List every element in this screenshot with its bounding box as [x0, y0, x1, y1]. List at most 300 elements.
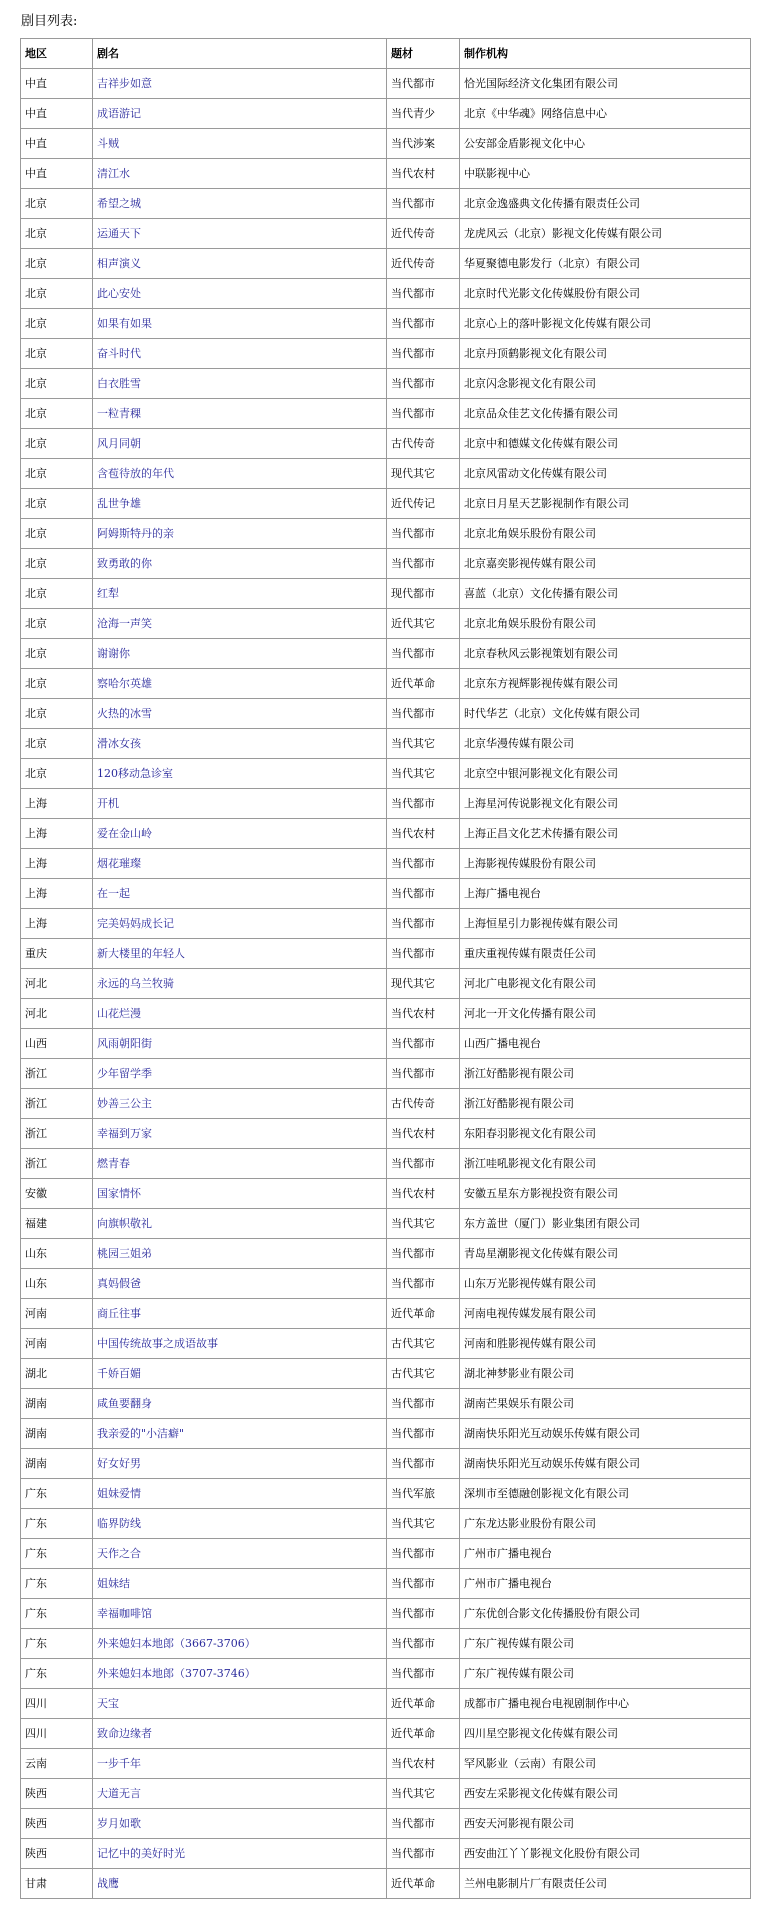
title-cell: [93, 219, 387, 249]
genre-cell: 近代革命: [387, 1719, 460, 1749]
region-cell: 广东: [21, 1599, 93, 1629]
title-cell: [93, 339, 387, 369]
genre-cell: 当代都市: [387, 1449, 460, 1479]
region-cell: 北京: [21, 249, 93, 279]
producer-cell: 兰州电影制片厂有限责任公司: [460, 1869, 751, 1899]
table-row: [21, 69, 751, 99]
region-cell: 浙江: [21, 1149, 93, 1179]
genre-cell: 近代革命: [387, 669, 460, 699]
drama-title-link[interactable]: 沧海一声笑: [97, 616, 152, 630]
region-cell: 重庆: [21, 939, 93, 969]
table-row: [21, 939, 751, 969]
producer-cell: 浙江哇吼影视文化有限公司: [460, 1149, 751, 1179]
drama-title-link[interactable]: 滑冰女孩: [97, 736, 141, 750]
region-cell: 北京: [21, 549, 93, 579]
genre-cell: 当代都市: [387, 1629, 460, 1659]
producer-cell: 河南电视传媒发展有限公司: [460, 1299, 751, 1329]
drama-title-link[interactable]: 姐妹爱情: [97, 1486, 141, 1500]
region-cell: 广东: [21, 1539, 93, 1569]
region-cell: 河北: [21, 999, 93, 1029]
table-row: [21, 399, 751, 429]
producer-cell: 喜蓝（北京）文化传播有限公司: [460, 579, 751, 609]
title-cell: [93, 99, 387, 129]
region-cell: 北京: [21, 639, 93, 669]
genre-cell: 近代传奇: [387, 249, 460, 279]
genre-cell: 现代其它: [387, 969, 460, 999]
region-cell: 河南: [21, 1299, 93, 1329]
drama-title-link[interactable]: 察哈尔英雄: [97, 676, 152, 690]
genre-cell: 当代都市: [387, 1239, 460, 1269]
drama-title-link[interactable]: 临界防线: [97, 1516, 141, 1530]
title-cell: [93, 1629, 387, 1659]
region-cell: 湖北: [21, 1359, 93, 1389]
region-cell: 云南: [21, 1749, 93, 1779]
genre-cell: 当代农村: [387, 1119, 460, 1149]
genre-cell: 当代都市: [387, 1839, 460, 1869]
region-cell: 北京: [21, 579, 93, 609]
table-row: [21, 1719, 751, 1749]
region-cell: 上海: [21, 879, 93, 909]
header-producer: 制作机构: [460, 39, 751, 69]
genre-cell: 当代都市: [387, 1389, 460, 1419]
title-cell: [93, 309, 387, 339]
producer-cell: 西安天河影视有限公司: [460, 1809, 751, 1839]
drama-title-link[interactable]: 记忆中的美好时光: [97, 1846, 185, 1860]
drama-title-link[interactable]: 斗贼: [97, 136, 119, 150]
genre-cell: 当代青少: [387, 99, 460, 129]
producer-cell: 北京时代光影文化传媒股份有限公司: [460, 279, 751, 309]
producer-cell: 广东广视传媒有限公司: [460, 1659, 751, 1689]
producer-cell: 恰光国际经济文化集团有限公司: [460, 69, 751, 99]
region-cell: 北京: [21, 189, 93, 219]
title-cell: [93, 519, 387, 549]
region-cell: 北京: [21, 309, 93, 339]
producer-cell: 北京丹顶鹤影视文化有限公司: [460, 339, 751, 369]
table-header-row: [21, 39, 751, 69]
region-cell: 浙江: [21, 1119, 93, 1149]
title-cell: [93, 1839, 387, 1869]
drama-title-link[interactable]: 120移动急诊室: [97, 766, 173, 780]
drama-title-link[interactable]: 幸福到万家: [97, 1126, 152, 1140]
genre-cell: 当代都市: [387, 939, 460, 969]
drama-title-link[interactable]: 致命边缘者: [97, 1726, 152, 1740]
drama-title-link[interactable]: 外来媳妇本地郎（3707-3746）: [97, 1666, 256, 1680]
genre-cell: 当代其它: [387, 1209, 460, 1239]
region-cell: 湖南: [21, 1419, 93, 1449]
region-cell: 北京: [21, 519, 93, 549]
producer-cell: 公安部金盾影视文化中心: [460, 129, 751, 159]
table-row: [21, 1209, 751, 1239]
region-cell: 北京: [21, 459, 93, 489]
genre-cell: 当代都市: [387, 1149, 460, 1179]
producer-cell: 东方盖世（厦门）影业集团有限公司: [460, 1209, 751, 1239]
table-row: [21, 789, 751, 819]
region-cell: 上海: [21, 789, 93, 819]
genre-cell: 近代传奇: [387, 219, 460, 249]
drama-title-link[interactable]: 火热的冰雪: [97, 706, 152, 720]
producer-cell: 北京日月星天艺影视制作有限公司: [460, 489, 751, 519]
header-title: 剧名: [93, 39, 387, 69]
table-row: [21, 1659, 751, 1689]
table-row: [21, 1479, 751, 1509]
genre-cell: 当代都市: [387, 1269, 460, 1299]
producer-cell: 重庆重视传媒有限责任公司: [460, 939, 751, 969]
producer-cell: 北京春秋风云影视策划有限公司: [460, 639, 751, 669]
title-cell: [93, 1029, 387, 1059]
drama-title-link[interactable]: 桃园三姐弟: [97, 1246, 152, 1260]
table-row: [21, 339, 751, 369]
producer-cell: 龙虎风云（北京）影视文化传媒有限公司: [460, 219, 751, 249]
drama-title-link[interactable]: 含苞待放的年代: [97, 466, 174, 480]
producer-cell: 上海星河传说影视文化有限公司: [460, 789, 751, 819]
drama-title-link[interactable]: 此心安处: [97, 286, 141, 300]
genre-cell: 当代都市: [387, 879, 460, 909]
genre-cell: 古代其它: [387, 1359, 460, 1389]
table-row: [21, 1389, 751, 1419]
table-row: [21, 549, 751, 579]
table-row: [21, 699, 751, 729]
drama-title-link[interactable]: 咸鱼要翻身: [97, 1396, 152, 1410]
table-row: [21, 969, 751, 999]
title-cell: [93, 729, 387, 759]
producer-cell: 北京心上的落叶影视文化传媒有限公司: [460, 309, 751, 339]
table-row: [21, 1239, 751, 1269]
genre-cell: 当代都市: [387, 1659, 460, 1689]
genre-cell: 当代都市: [387, 1809, 460, 1839]
region-cell: 北京: [21, 369, 93, 399]
region-cell: 甘肃: [21, 1869, 93, 1899]
title-cell: [93, 999, 387, 1029]
title-cell: [93, 369, 387, 399]
title-cell: [93, 1359, 387, 1389]
region-cell: 山西: [21, 1029, 93, 1059]
region-cell: 北京: [21, 669, 93, 699]
genre-cell: 当代都市: [387, 699, 460, 729]
producer-cell: 西安左采影视文化传媒有限公司: [460, 1779, 751, 1809]
region-cell: 山东: [21, 1239, 93, 1269]
region-cell: 中直: [21, 129, 93, 159]
genre-cell: 当代都市: [387, 1539, 460, 1569]
table-row: [21, 1299, 751, 1329]
drama-title-link[interactable]: 商丘往事: [97, 1306, 141, 1320]
genre-cell: 当代涉案: [387, 129, 460, 159]
producer-cell: 北京嘉奕影视传媒有限公司: [460, 549, 751, 579]
region-cell: 北京: [21, 339, 93, 369]
region-cell: 上海: [21, 849, 93, 879]
drama-title-link[interactable]: 真妈假爸: [97, 1276, 141, 1290]
drama-title-link[interactable]: 岁月如歌: [97, 1816, 141, 1830]
region-cell: 安徽: [21, 1179, 93, 1209]
title-cell: [93, 969, 387, 999]
drama-title-link[interactable]: 致勇敢的你: [97, 556, 152, 570]
table-row: [21, 159, 751, 189]
genre-cell: 当代都市: [387, 69, 460, 99]
region-cell: 广东: [21, 1509, 93, 1539]
drama-title-link[interactable]: 完美妈妈成长记: [97, 916, 174, 930]
producer-cell: 北京空中银河影视文化有限公司: [460, 759, 751, 789]
producer-cell: 浙江好酷影视有限公司: [460, 1089, 751, 1119]
title-cell: [93, 1209, 387, 1239]
table-row: [21, 1119, 751, 1149]
title-cell: [93, 1419, 387, 1449]
region-cell: 河北: [21, 969, 93, 999]
region-cell: 北京: [21, 219, 93, 249]
table-row: [21, 1149, 751, 1179]
producer-cell: 上海恒星引力影视传媒有限公司: [460, 909, 751, 939]
table-row: [21, 759, 751, 789]
drama-title-link[interactable]: 风雨朝阳街: [97, 1036, 152, 1050]
title-cell: [93, 69, 387, 99]
drama-title-link[interactable]: 少年留学季: [97, 1066, 152, 1080]
title-cell: [93, 399, 387, 429]
title-cell: [93, 189, 387, 219]
producer-cell: 安徽五星东方影视投资有限公司: [460, 1179, 751, 1209]
region-cell: 浙江: [21, 1059, 93, 1089]
region-cell: 河南: [21, 1329, 93, 1359]
title-cell: [93, 129, 387, 159]
drama-title-link[interactable]: 我亲爱的"小洁癖": [97, 1426, 185, 1440]
drama-title-link[interactable]: 爱在金山岭: [97, 826, 152, 840]
drama-title-link[interactable]: 外来媳妇本地郎（3667-3706）: [97, 1636, 256, 1650]
drama-title-link[interactable]: 在一起: [97, 886, 130, 900]
title-cell: [93, 609, 387, 639]
drama-title-link[interactable]: 相声演义: [97, 256, 141, 270]
drama-title-link[interactable]: 希望之城: [97, 196, 141, 210]
table-row: [21, 489, 751, 519]
region-cell: 北京: [21, 429, 93, 459]
table-row: [21, 849, 751, 879]
table-row: [21, 1569, 751, 1599]
drama-title-link[interactable]: 新大楼里的年轻人: [97, 946, 185, 960]
producer-cell: 深圳市至德融创影视文化有限公司: [460, 1479, 751, 1509]
title-cell: [93, 1659, 387, 1689]
region-cell: 北京: [21, 489, 93, 519]
table-row: [21, 459, 751, 489]
genre-cell: 当代都市: [387, 849, 460, 879]
producer-cell: 北京北角娱乐股份有限公司: [460, 609, 751, 639]
title-cell: [93, 819, 387, 849]
drama-title-link[interactable]: 如果有如果: [97, 316, 152, 330]
producer-cell: 广东龙达影业股份有限公司: [460, 1509, 751, 1539]
table-row: [21, 189, 751, 219]
genre-cell: 近代革命: [387, 1299, 460, 1329]
drama-title-link[interactable]: 红犁: [97, 586, 119, 600]
title-cell: [93, 699, 387, 729]
header-genre: 题材: [387, 39, 460, 69]
producer-cell: 北京金逸盛典文化传播有限责任公司: [460, 189, 751, 219]
producer-cell: 广东优创合影文化传播股份有限公司: [460, 1599, 751, 1629]
producer-cell: 东阳春羽影视文化有限公司: [460, 1119, 751, 1149]
genre-cell: 当代都市: [387, 279, 460, 309]
table-row: [21, 1689, 751, 1719]
drama-title-link[interactable]: 一粒青稞: [97, 406, 141, 420]
region-cell: 北京: [21, 609, 93, 639]
drama-title-link[interactable]: 阿姆斯特丹的亲: [97, 526, 174, 540]
genre-cell: 当代都市: [387, 1029, 460, 1059]
drama-title-link[interactable]: 烟花璀璨: [97, 856, 141, 870]
drama-title-link[interactable]: 千娇百媚: [97, 1366, 141, 1380]
title-cell: [93, 549, 387, 579]
drama-title-link[interactable]: 开机: [97, 796, 119, 810]
producer-cell: 中联影视中心: [460, 159, 751, 189]
table-row: [21, 1449, 751, 1479]
producer-cell: 湖南快乐阳光互动娱乐传媒有限公司: [460, 1449, 751, 1479]
drama-title-link[interactable]: 幸福咖啡馆: [97, 1606, 152, 1620]
producer-cell: 上海正昌文化艺术传播有限公司: [460, 819, 751, 849]
drama-title-link[interactable]: 大道无言: [97, 1786, 141, 1800]
drama-title-link[interactable]: 永远的乌兰牧骑: [97, 976, 174, 990]
table-row: [21, 1809, 751, 1839]
genre-cell: 当代都市: [387, 1569, 460, 1599]
drama-title-link[interactable]: 燃青春: [97, 1156, 130, 1170]
region-cell: 湖南: [21, 1449, 93, 1479]
genre-cell: 当代都市: [387, 639, 460, 669]
title-cell: [93, 429, 387, 459]
region-cell: 山东: [21, 1269, 93, 1299]
table-row: [21, 279, 751, 309]
drama-title-link[interactable]: 乱世争雄: [97, 496, 141, 510]
region-cell: 四川: [21, 1689, 93, 1719]
genre-cell: 当代都市: [387, 1419, 460, 1449]
region-cell: 广东: [21, 1569, 93, 1599]
producer-cell: 湖北神梦影业有限公司: [460, 1359, 751, 1389]
producer-cell: 华夏聚德电影发行（北京）有限公司: [460, 249, 751, 279]
drama-title-link[interactable]: 向旗帜敬礼: [97, 1216, 152, 1230]
producer-cell: 河北广电影视文化有限公司: [460, 969, 751, 999]
producer-cell: 北京闪念影视文化有限公司: [460, 369, 751, 399]
list-caption: 剧目列表:: [21, 14, 78, 29]
drama-title-link[interactable]: 山花烂漫: [97, 1006, 141, 1020]
table-row: [21, 1059, 751, 1089]
drama-title-link[interactable]: 风月同朝: [97, 436, 141, 450]
table-row: [21, 1599, 751, 1629]
region-cell: 北京: [21, 279, 93, 309]
table-row: [21, 579, 751, 609]
table-row: [21, 669, 751, 699]
producer-cell: 西安曲江丫丫影视文化股份有限公司: [460, 1839, 751, 1869]
table-row: [21, 129, 751, 159]
producer-cell: 上海影视传媒股份有限公司: [460, 849, 751, 879]
drama-title-link[interactable]: 吉祥步如意: [97, 76, 152, 90]
region-cell: 中直: [21, 99, 93, 129]
drama-title-link[interactable]: 谢谢你: [97, 646, 130, 660]
region-cell: 陕西: [21, 1839, 93, 1869]
region-cell: 北京: [21, 699, 93, 729]
drama-title-link[interactable]: 好女好男: [97, 1456, 141, 1470]
producer-cell: 北京风雷动文化传媒有限公司: [460, 459, 751, 489]
producer-cell: 浙江好酷影视有限公司: [460, 1059, 751, 1089]
genre-cell: 现代都市: [387, 579, 460, 609]
region-cell: 湖南: [21, 1389, 93, 1419]
title-cell: [93, 1269, 387, 1299]
title-cell: [93, 249, 387, 279]
table-row: [21, 1329, 751, 1359]
title-cell: [93, 1119, 387, 1149]
table-row: [21, 1179, 751, 1209]
drama-table: [20, 38, 751, 1899]
genre-cell: 当代其它: [387, 1779, 460, 1809]
drama-title-link[interactable]: 国家情怀: [97, 1186, 141, 1200]
drama-title-link[interactable]: 奋斗时代: [97, 346, 141, 360]
drama-title-link[interactable]: 白衣胜雪: [97, 376, 141, 390]
producer-cell: 山西广播电视台: [460, 1029, 751, 1059]
drama-title-link[interactable]: 妙善三公主: [97, 1096, 152, 1110]
genre-cell: 近代革命: [387, 1869, 460, 1899]
title-cell: [93, 1779, 387, 1809]
title-cell: [93, 489, 387, 519]
drama-title-link[interactable]: 天宝: [97, 1696, 119, 1710]
producer-cell: 上海广播电视台: [460, 879, 751, 909]
producer-cell: 广东广视传媒有限公司: [460, 1629, 751, 1659]
table-row: [21, 369, 751, 399]
genre-cell: 当代都市: [387, 369, 460, 399]
genre-cell: 当代都市: [387, 909, 460, 939]
table-row: [21, 999, 751, 1029]
table-row: [21, 429, 751, 459]
producer-cell: 罕风影业（云南）有限公司: [460, 1749, 751, 1779]
table-row: [21, 1869, 751, 1899]
table-row: [21, 1269, 751, 1299]
table-row: [21, 1419, 751, 1449]
genre-cell: 当代农村: [387, 159, 460, 189]
genre-cell: 古代传奇: [387, 1089, 460, 1119]
drama-title-link[interactable]: 天作之合: [97, 1546, 141, 1560]
drama-title-link[interactable]: 战鹰: [97, 1876, 119, 1890]
region-cell: 中直: [21, 69, 93, 99]
table-row: [21, 1839, 751, 1869]
table-row: [21, 819, 751, 849]
region-cell: 中直: [21, 159, 93, 189]
title-cell: [93, 1569, 387, 1599]
region-cell: 广东: [21, 1629, 93, 1659]
genre-cell: 古代其它: [387, 1329, 460, 1359]
drama-title-link[interactable]: 中国传统故事之成语故事: [97, 1336, 218, 1350]
title-cell: [93, 849, 387, 879]
producer-cell: 北京北角娱乐股份有限公司: [460, 519, 751, 549]
header-region: 地区: [21, 39, 93, 69]
drama-title-link[interactable]: 运通天下: [97, 226, 141, 240]
table-row: [21, 609, 751, 639]
title-cell: [93, 759, 387, 789]
drama-title-link[interactable]: 一步千年: [97, 1756, 141, 1770]
producer-cell: 河北一开文化传播有限公司: [460, 999, 751, 1029]
title-cell: [93, 279, 387, 309]
drama-title-link[interactable]: 成语游记: [97, 106, 141, 120]
title-cell: [93, 1689, 387, 1719]
title-cell: [93, 1299, 387, 1329]
genre-cell: 近代革命: [387, 1689, 460, 1719]
drama-title-link[interactable]: 清江水: [97, 166, 130, 180]
title-cell: [93, 1449, 387, 1479]
producer-cell: 四川星空影视文化传媒有限公司: [460, 1719, 751, 1749]
drama-title-link[interactable]: 姐妹结: [97, 1576, 130, 1590]
table-row: [21, 1629, 751, 1659]
title-cell: [93, 789, 387, 819]
table-row: [21, 219, 751, 249]
title-cell: [93, 639, 387, 669]
title-cell: [93, 1329, 387, 1359]
title-cell: [93, 459, 387, 489]
table-row: [21, 879, 751, 909]
producer-cell: 成都市广播电视台电视剧制作中心: [460, 1689, 751, 1719]
producer-cell: 广州市广播电视台: [460, 1539, 751, 1569]
table-row: [21, 99, 751, 129]
table-row: [21, 1509, 751, 1539]
genre-cell: 当代农村: [387, 819, 460, 849]
table-row: [21, 249, 751, 279]
producer-cell: 北京品众佳艺文化传播有限公司: [460, 399, 751, 429]
table-row: [21, 909, 751, 939]
